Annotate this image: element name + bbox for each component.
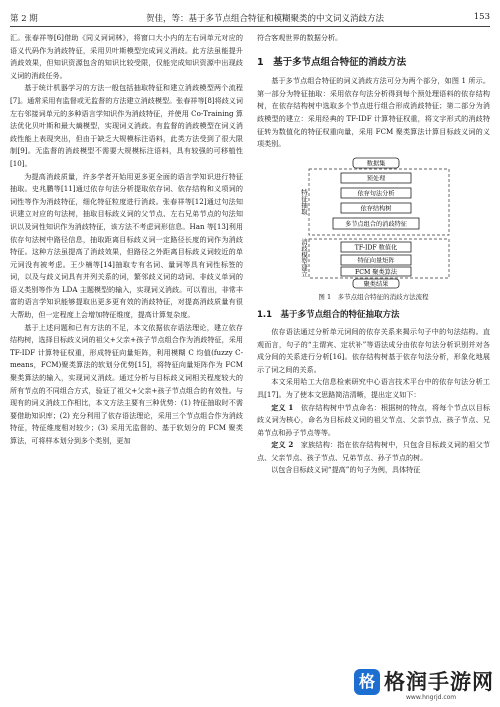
figure-1 xyxy=(257,157,490,289)
definition-text: 家族结构：指在依存结构树中，只包含目标歧义词的祖父节点、父亲节点、孩子节点、兄弟节点、孙子节点的树。 xyxy=(257,440,491,462)
paragraph: 本文采用哈工大信息检索研究中心语言技术平台中的依存句法分析工具[17]。为了使本文思路简洁清晰，提出定义如下： xyxy=(257,377,490,399)
box-matrix-label: 特征向量矩阵 xyxy=(357,257,395,265)
paragraph: 依存语法通过分析单元词间的依存关系来揭示句子中的句法结构。直观而言，句子的“主谓宾、定状补”等语法成分由依存句法分析识别并对各成分间的关系进行分析[16]。依存结构树基于依存句法分析，形象化地展示了词之间的关系。 xyxy=(257,326,490,374)
side-label-model: 消歧模型建立 xyxy=(300,238,308,278)
page-number: 153 xyxy=(473,12,490,22)
watermark-logo-icon: 格 xyxy=(354,669,380,695)
box-dep-tree-label: 依存结构树 xyxy=(360,205,392,213)
side-label-feature: 特征抽取 xyxy=(300,188,308,215)
box-corpus-label: 数据集 xyxy=(366,160,386,168)
paragraph: 基于上述问题和已有方法的不足，本文依据依存语法理论，建立依存结构树，选择目标歧义词的祖父+父亲+孩子节点组合作为消歧特征，采用 TF-IDF 计算特征权重，形成特征向量矩阵，利用模糊 C 均值(fuzzy C-means，FCM)聚类算法的软划分优势[15]，将特征向量矩阵作为 FCM 聚类算法的输入，实现词义消歧。通过分析与目标歧义词相关程度较大的所有节点的不同组合方式，验证了祖父+父亲+孩子节点组合的有效性。与现有的词义消歧工作相比，本文方法主要有三种优势：(1) 特征抽取时不需要借助知识库；(2) 充分利用了依存语法理论，采用三个节点组合作为消歧特征，特征维度相对较少；(3) 采用无监督的、基于软划分的 FCM 聚类算法，可将样本划分到多个类别，更加 xyxy=(10,322,243,445)
box-tfidf-label: TF-IDF 数值化 xyxy=(354,244,398,252)
watermark-url: www.hngrjd.com xyxy=(406,694,457,701)
journal-issue: 第 2 期 xyxy=(10,14,38,24)
subsection-heading: 1.1 基于多节点组合的特征抽取方法 xyxy=(257,310,400,321)
box-dep-parse-label: 依存句法分析 xyxy=(357,190,395,198)
paragraph: 基于统计机器学习的方法一般包括抽取特征和建立消歧模型两个流程[7]。通常采用有监督或无监督的方法建立消歧模型。张春祥等[8]将歧义词左右邻接词单元的多种语言学知识作为消歧特征，并使用 Co-Training 算法优化贝叶斯和最大熵模型，实现词义消歧。有监督的消歧模型在词义消歧性能上表现突出，但由于缺乏大规模标注语料，此类方法受到了很大限制[9]。无监督的消歧模型不需要大规模标注语料，具有较强的可移植性[10]。 xyxy=(10,83,243,168)
watermark-text: 格润手游网 xyxy=(384,670,494,694)
definition-1 xyxy=(257,402,490,440)
box-fcm-label: FCM 聚类算法 xyxy=(354,268,398,276)
definition-text: 依存结构树中节点命名：根据树的特点，将每个节点以目标歧义词为核心，命名为目标歧义词的祖父节点、父亲节点、孩子节点、兄弟节点和孙子节点等等。 xyxy=(257,402,491,437)
paragraph: 以包含目标歧义词“提高”的句子为例，具体特征 xyxy=(271,465,421,475)
right-column xyxy=(257,32,490,477)
definition-2 xyxy=(257,439,490,464)
box-result-label: 聚类结果 xyxy=(363,280,389,288)
paragraph: 基于多节点组合特征的词义消歧方法可分为两个部分，如图 1 所示。第一部分为特征抽取：采用依存句法分析得到每个预处理语料的依存结构树，在依存结构树中选取多个节点进行组合形成消歧特征；第二部分为消歧模型的建立：采用经典的 TF-IDF 计算特征权重，将文字形式的消歧特征转为数值化的特征权重向量，采用 FCM 聚类算法计算目标歧义词的义项类别。 xyxy=(257,76,490,149)
paragraph: 为提高消歧质量，许多学者开始用更多更全面的语言学知识进行特征抽取。史兆鹏等[11]通过依存句法分析提取依存词、依存结构和义项词的词性等作为消歧特征，细化特征粒度进行消歧。张春祥等[12]通过句法知识建立对应的句法树，抽取目标歧义词的父节点、左右兄弟节点的句法知识以及词性知识作为消歧特征，该方法不考虑词形信息。Han 等[13]利用依存句法树中路径信息，抽取距离目标歧义词一定路径长度的词作为消歧特征。这种方法虽提高了消歧效果，但路径之外距离目标歧义词较近的单元词没有被考虑。王少楠等[14]抽取专有名词、量词等具有词性标签的词，以及与歧义词具有并列关系的词，繁邻歧义词的动词、非歧义单词的语义类别等作为 LDA 主题模型的输入，实现词义消歧。可以看出，非常丰富的语言学知识能够提取出更多更有效的消歧特征，对提高消歧质量有很大帮助，但一定程度上会增加特征维度，提高计算复杂度。 xyxy=(10,171,243,320)
paragraph: 汇。张春祥等[6]借助《同义词词林》，将窗口大小内的左右词单元对应的语义代码作为消歧特征，采用贝叶斯模型完成词义消歧。此方法虽能提升消歧效果，但知识资源包含的知识比较受限，仅能完成知识资源中出现歧义词的消歧任务。 xyxy=(10,33,243,80)
box-preprocess-label: 预处理 xyxy=(366,175,386,183)
flowchart-diagram xyxy=(257,157,490,289)
site-watermark xyxy=(350,663,500,707)
definition-label: 定义 1 xyxy=(271,402,294,412)
figure-caption: 图 1 多节点组合特征的消歧方法流程 xyxy=(318,292,429,301)
paragraph: 符合客观世界的数据分析。 xyxy=(257,33,343,42)
left-column xyxy=(10,32,243,448)
section-heading: 1 基于多节点组合特征的消歧方法 xyxy=(257,56,407,68)
page-header xyxy=(10,10,490,27)
running-title: 贺佳，等：基于多节点组合特征和模糊聚类的中文词义消歧方法 xyxy=(145,14,384,24)
box-node-combo-label: 多节点组合的消歧特征 xyxy=(345,220,407,228)
definition-label: 定义 2 xyxy=(271,440,294,450)
